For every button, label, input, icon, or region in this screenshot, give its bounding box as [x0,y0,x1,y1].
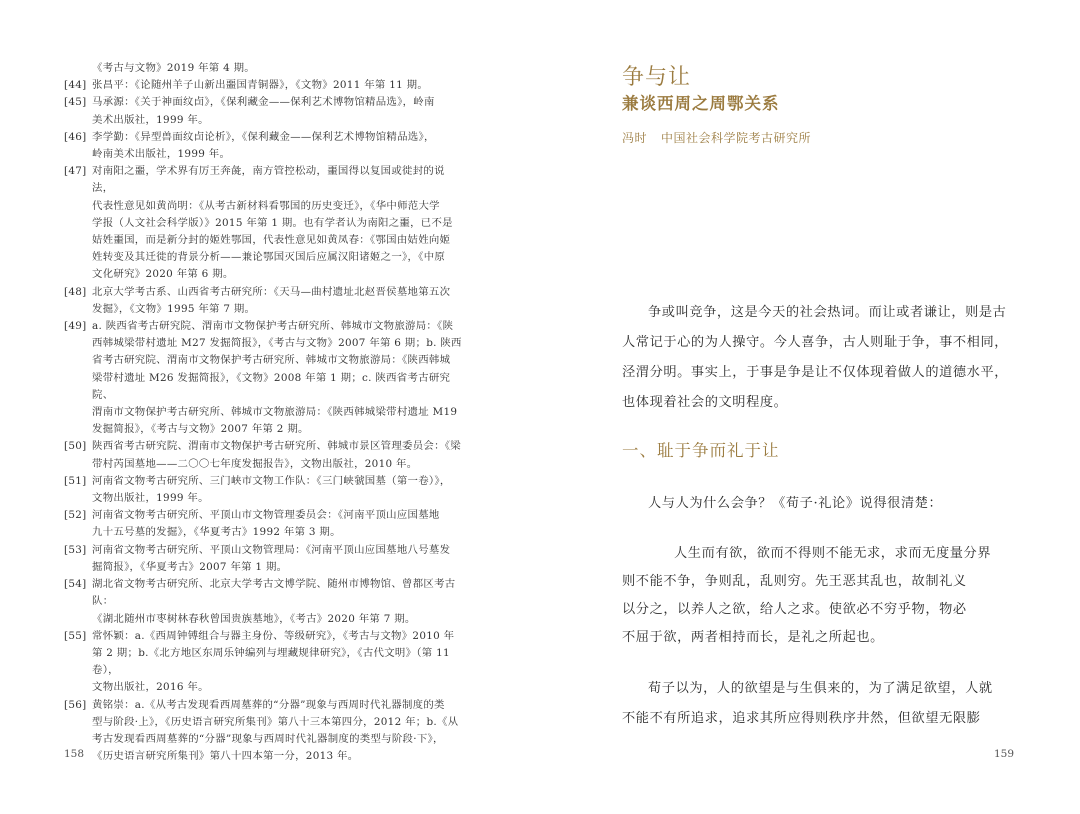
article-subtitle: 兼谈西周之周鄂关系 [622,94,780,113]
reference-text: 带村芮国墓地——二〇〇七年度发掘报告》，文物出版社，2010 年。 [92,457,418,470]
reference-number: [46] [64,130,87,143]
references-list [64,60,464,765]
lead-paragraph [622,489,1016,519]
reference-text: 姓转变及其迁徙的背景分析——兼论鄂国灭国后应属汉阳诸姬之一》，《中原 [92,251,446,264]
reference-line [64,456,464,473]
reference-line [64,163,464,197]
reference-line [64,266,464,283]
article-title: 争与让 [622,65,692,90]
reference-number: [50] [64,440,87,453]
reference-text: a. 陕西省考古研究院、渭南市文物保护考古研究所、韩城市文物旅游局：《陕 [92,320,454,333]
reference-line [64,370,464,404]
block-quote [622,540,1008,652]
reference-text: 掘简报》，《华夏考古》2007 年第 1 期。 [92,560,288,573]
reference-text: 李学勤：《异型兽面纹卣论析》，《保利藏金——保利艺术博物馆精品选》， [92,130,435,143]
author-affiliation: 中国社会科学院考古研究所 [661,131,812,145]
reference-line [64,146,464,163]
reference-line [64,318,464,335]
reference-line [64,697,464,714]
section-heading: 一、耻于争而礼于让 [622,441,780,460]
reference-line [64,645,464,679]
reference-text: 美术出版社，1999 年。 [92,113,209,126]
reference-number: [48] [64,285,87,298]
reference-text: 渭南市文物保护考古研究所、韩城市文物旅游局：《陕西韩城梁带村遗址 M19 [92,406,458,419]
reference-text: 梁带村遗址 M26 发掘简报》，《文物》2008 年第 1 期；c. 陕西省考古研究院、 [92,371,451,401]
page-number-right: 159 [994,748,1015,760]
reference-text: 姞姓噩国，而是新分封的姬姓鄂国，代表性意见如黄凤春：《鄂国由姞姓向姬 [92,234,451,247]
text-line: 争或叫竞争，这是今天的社会热词。而让或者谦让，则是古 [648,305,1007,320]
reference-line [64,335,464,352]
reference-text: 省考古研究院、渭南市文物保护考古研究所、韩城市文物旅游局：《陕西韩城 [92,354,451,367]
reference-text: 《考古与文物》2019 年第 4 期。 [92,62,255,74]
reference-text: 发掘》，《文物》1995 年第 7 期。 [92,302,256,315]
reference-text: 《历史语言研究所集刊》第八十四本第一分，2013 年。 [92,750,359,763]
quote-line: 不屈于欲，两者相持而长，是礼之所起也。 [622,630,884,645]
reference-line [64,714,464,731]
reference-text: 湖北省文物考古研究所、北京大学考古文博学院、随州市博物馆、曾都区考古队： [92,578,456,608]
text-line: 荀子以为，人的欲望是与生俱来的，为了满足欲望，人就 [648,681,993,696]
reference-number: [52] [64,509,87,522]
reference-line [64,507,464,524]
reference-line [64,215,464,232]
lead-line: 人与人为什么会争？《荀子·礼论》说得很清楚： [648,496,943,511]
reference-line [64,559,464,576]
reference-line [64,112,464,129]
reference-text: 文物出版社，1999 年。 [92,492,209,505]
reference-number: [49] [64,320,87,333]
text-line: 泾渭分明。事实上，于事是争是让不仅体现着做人的道德水平， [622,365,1009,380]
quote-line: 则不能不争，争则乱，乱则穷。先王恶其乱也，故制礼义 [622,574,967,589]
reference-text: 对南阳之噩，学术界有厉王奔彘，南方管控松动，噩国得以复国或徙封的说法， [92,165,445,195]
reference-line [64,421,464,438]
reference-line [64,473,464,490]
reference-text: 九十五号墓的发掘》，《华夏考古》1992 年第 3 期。 [92,526,341,539]
reference-line [64,232,464,249]
text-line: 也体现着社会的文明程度。 [622,395,788,410]
reference-text: 常怀颖：a.《西周钟镈组合与器主身份、等级研究》，《考古与文物》2010 年 [92,629,455,642]
reference-text: 文化研究》2020 年第 6 期。 [92,268,234,281]
reference-text: 河南省文物考古研究所、平顶山文物管理局：《河南平顶山应国墓地八号墓发 [92,543,451,556]
reference-number: [45] [64,96,87,109]
quote-line: 以分之，以养人之欲，给人之求。使欲必不穷乎物，物必 [622,602,967,617]
reference-line [64,198,464,215]
reference-text: 型与阶段·上》，《历史语言研究所集刊》第八十三本第四分，2012 年；b.《从 [92,715,459,728]
reference-text: 《湖北随州市枣树林春秋曾国贵族墓地》，《考古》2020 年第 7 期。 [92,612,416,625]
reference-text: 陕西省考古研究院、渭南市文物保护考古研究所、韩城市景区管理委员会：《梁 [92,440,461,453]
reference-line [64,404,464,421]
reference-number: [53] [64,543,87,556]
reference-line [64,60,464,77]
reference-text: 考古发现看西周墓葬的“分器”现象与西周时代礼器制度的类型与阶段·下》， [92,732,444,745]
closing-paragraph [622,674,1016,734]
reference-line [64,249,464,266]
reference-line [64,301,464,318]
reference-line [64,284,464,301]
reference-text: 黄铭崇：a.《从考古发现看西周墓葬的“分器”现象与西周时代礼器制度的类 [92,698,445,711]
reference-line [64,576,464,610]
reference-line [64,524,464,541]
reference-line [64,94,464,111]
reference-text: 河南省文物考古研究所、平顶山市文物管理委员会：《河南平顶山应国墓地 [92,509,440,522]
reference-line [64,129,464,146]
quote-line: 人生而有欲，欲而不得则不能无求，求而无度量分界 [674,546,992,561]
page-number-left: 158 [64,748,85,760]
reference-line [64,490,464,507]
reference-line [64,748,464,765]
text-line: 人常记于心的为人操守。今人喜争，古人则耻于争，事不相同， [622,335,1009,350]
author-line [622,129,811,146]
reference-number: [55] [64,629,87,642]
reference-number: [56] [64,698,87,711]
reference-line [64,77,464,94]
intro-paragraph [622,298,1016,418]
reference-line [64,352,464,369]
reference-line [64,628,464,645]
reference-text: 河南省文物考古研究所、三门峡市文物工作队：《三门峡虢国墓（第一卷）》， [92,474,451,487]
author-name: 冯时 [622,131,648,145]
reference-number: [47] [64,165,87,178]
reference-line [64,542,464,559]
reference-text: 文物出版社，2016 年。 [92,681,209,694]
reference-text: 岭南美术出版社，1999 年。 [92,148,231,161]
reference-line [64,731,464,748]
reference-number: [54] [64,578,87,591]
text-line: 不能不有所追求，追求其所应得则秩序井然，但欲望无限膨 [622,711,981,726]
reference-line [64,438,464,455]
reference-line [64,611,464,628]
reference-number: [44] [64,79,87,92]
reference-text: 学报（人文社会科学版）》2015 年第 1 期。也有学者认为南阳之噩，已不是 [92,216,453,229]
reference-text: 马承源：《关于神面纹卣》，《保利藏金——保利艺术博物馆精品选》，岭南 [92,96,435,109]
reference-text: 西韩城梁带村遗址 M27 发掘简报》，《考古与文物》2007 年第 6 期；b. 陕西 [92,337,462,350]
reference-text: 北京大学考古系、山西省考古研究所：《天马—曲村遗址北赵晋侯墓地第五次 [92,285,451,298]
reference-text: 张昌平：《论随州羊子山新出噩国青铜器》，《文物》2011 年第 11 期。 [92,79,429,92]
reference-line [64,679,464,696]
reference-text: 第 2 期；b.《北方地区东周乐钟编列与埋藏规律研究》，《古代文明》（第 11 卷）， [92,646,450,677]
reference-text: 代表性意见如黄尚明：《从考古新材料看鄂国的历史变迁》，《华中师范大学 [92,199,440,212]
reference-text: 发掘简报》，《考古与文物》2007 年第 2 期。 [92,423,309,436]
reference-number: [51] [64,474,87,487]
